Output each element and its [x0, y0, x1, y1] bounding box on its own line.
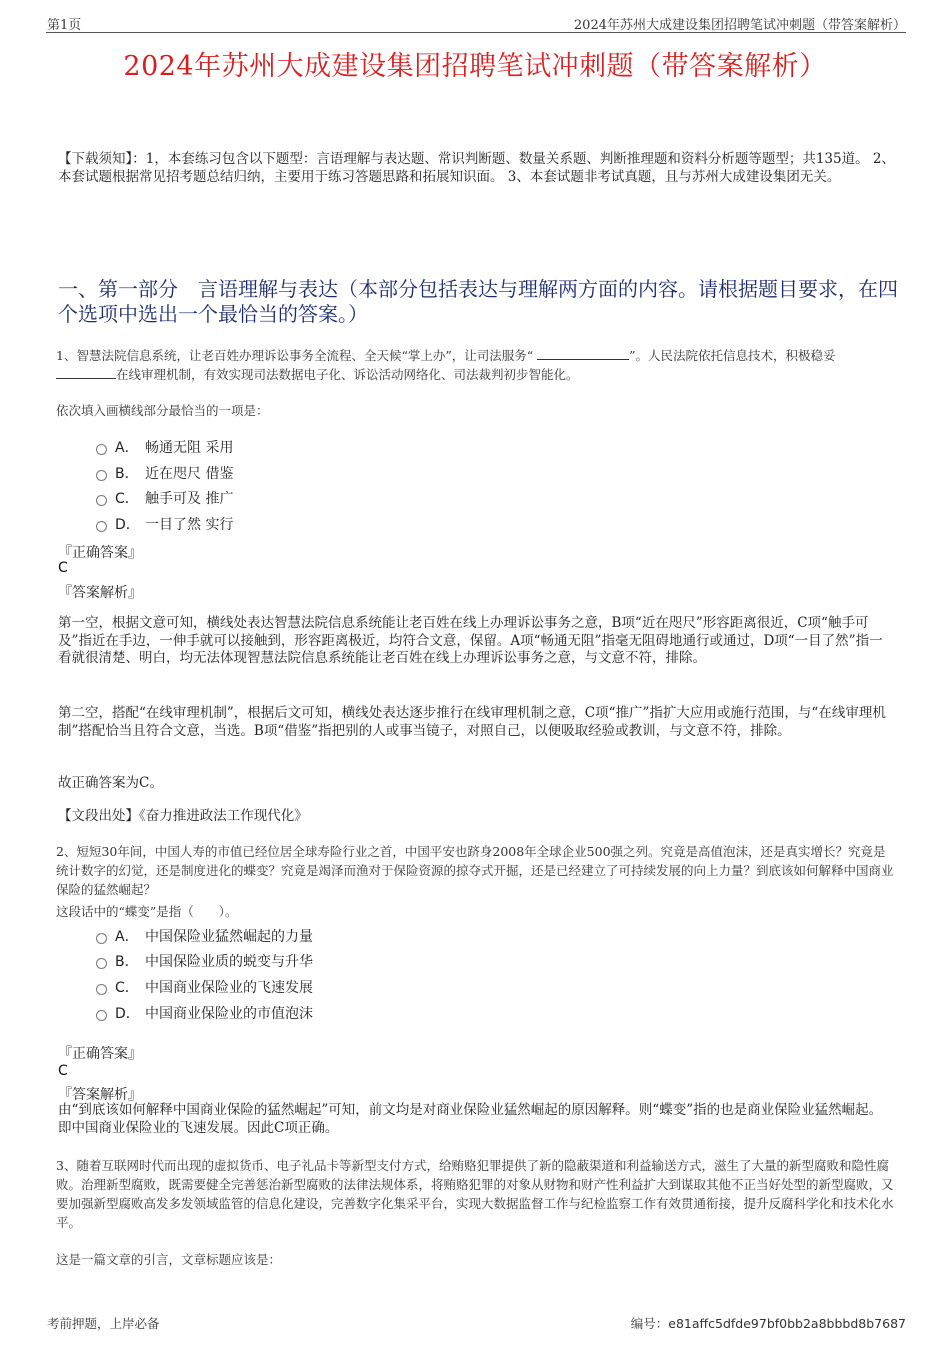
q1-analysis-label: 『答案解析』 [58, 585, 142, 601]
radio-icon[interactable] [96, 470, 107, 481]
q1-answer: C [58, 560, 68, 576]
q1-option-b[interactable]: B． 近在咫尺 借鉴 [96, 463, 233, 483]
radio-icon[interactable] [96, 933, 107, 944]
q1-stem-part-b: ”。人民法院依托信息技术，积极稳妥 [629, 348, 836, 363]
q2-option-c[interactable]: C． 中国商业保险业的飞速发展 [96, 977, 313, 997]
q2-option-d[interactable]: D． 中国商业保险业的市值泡沫 [96, 1003, 313, 1023]
q1-blank-2 [56, 365, 116, 379]
radio-icon[interactable] [96, 958, 107, 969]
q1-conclusion: 故正确答案为C。 [58, 775, 163, 791]
q2-answer: C [58, 1063, 68, 1079]
q2-analysis-label: 『答案解析』 [58, 1087, 142, 1103]
q1-option-d[interactable]: D． 一目了然 实行 [96, 514, 233, 534]
download-notice: 【下载须知】：1，本套练习包含以下题型：言语理解与表达题、常识判断题、数量关系题、判断推理题和资料分析题等题型；共135道。 2、本套试题根据常见招考题总结归纳，主要用于练习答题思路和拓展知识面。 3、本套试题非考试真题，且与苏州大成建设集团无关。 [58, 151, 895, 185]
radio-icon[interactable] [96, 521, 107, 532]
q2-option-a[interactable]: A． 中国保险业猛然崛起的力量 [96, 926, 313, 946]
radio-icon[interactable] [96, 444, 107, 455]
q2-analysis: 由“到底该如何解释中国商业保险的猛然崛起”可知，前文均是对商业保险业猛然崛起的原因解释。则“蝶变”指的也是商业保险业猛然崛起。即中国商业保险业的飞速发展。因此C项正确。 [58, 1102, 883, 1136]
q2-option-b[interactable]: B． 中国保险业质的蜕变与升华 [96, 951, 313, 971]
q3-prompt: 这是一篇文章的引言，文章标题应该是： [56, 1252, 282, 1267]
q1-analysis-paragraph-1: 第一空，根据文意可知，横线处表达智慧法院信息系统能让老百姓在线上办理诉讼事务之意，B项“近在咫尺”形容距离很近，C项“触手可及”指近在手边，一伸手就可以接触到，形容距离极近，均符合文意，保留。A项“畅通无阻”指毫无阻碍地通行或通过，D项“一目了然”指一看就很清楚、明白，均无法体现智慧法院信息系统能让老百姓在线上办理诉讼事务之意，与文意不符，排除。 [58, 615, 883, 666]
footer-document-id: 编号：e81affc5dfde97bf0bb2a8bbbd8b7687 [630, 1316, 906, 1331]
header-rule [46, 32, 906, 33]
q2-prompt: 这段话中的“蝶变”是指（ ）。 [56, 904, 238, 919]
q2-answer-label: 『正确答案』 [58, 1046, 142, 1062]
q1-stem-part-a: 1、智慧法院信息系统，让老百姓办理诉讼事务全流程、全天候“掌上办”，让司法服务“ [56, 348, 538, 363]
section-heading: 一、第一部分 言语理解与表达（本部分包括表达与理解两方面的内容。请根据题目要求，在四个选项中选出一个最恰当的答案。） [58, 277, 898, 326]
page-number: 第1页 [47, 18, 82, 33]
radio-icon[interactable] [96, 495, 107, 506]
q1-stem-part-c: 在线审理机制，有效实现司法数据电子化、诉讼活动网络化、司法裁判初步智能化。 [116, 367, 579, 382]
radio-icon[interactable] [96, 1010, 107, 1021]
q1-analysis-paragraph-2: 第二空，搭配“在线审理机制”，根据后文可知，横线处表达逐步推行在线审理机制之意，C项“推广”指扩大应用或施行范围，与“在线审理机制”搭配恰当且符合文意，当选。B项“借鉴”指把别的人或事当镜子，对照自己，以便吸取经验或教训，与文意不符，排除。 [58, 705, 886, 739]
q1-option-a[interactable]: A． 畅通无阻 采用 [96, 437, 233, 457]
footer-slogan: 考前押题，上岸必备 [47, 1316, 160, 1331]
q1-source: 【文段出处】《奋力推进政法工作现代化》 [58, 808, 308, 824]
document-title: 2024年苏州大成建设集团招聘笔试冲刺题（带答案解析） [123, 51, 827, 82]
q1-option-c[interactable]: C． 触手可及 推广 [96, 488, 233, 508]
running-header-title: 2024年苏州大成建设集团招聘笔试冲刺题（带答案解析） [573, 18, 906, 33]
radio-icon[interactable] [96, 984, 107, 995]
q1-answer-label: 『正确答案』 [58, 545, 142, 561]
question-3-stem: 3、随着互联网时代而出现的虚拟货币、电子礼品卡等新型支付方式，给贿赂犯罪提供了新的隐蔽渠道和利益输送方式，滋生了大量的新型腐败和隐性腐败。治理新型腐败，既需要健全完善惩治新型腐败的法律法规体系，将贿赂犯罪的对象从财物和财产性利益扩大到谋取其他不正当好处型的新型腐败，又要加强新型腐败高发多发领域监管的信息化建设，完善数字化集采平台，实现大数据监督工作与纪检监察工作有效贯通衔接，提升反腐科学化和技术化水平。 [56, 1158, 894, 1230]
question-1-stem [56, 346, 898, 384]
q1-prompt: 依次填入画横线部分最恰当的一项是： [56, 403, 269, 418]
q1-blank-1 [537, 346, 629, 360]
question-2-stem: 2、短短30年间，中国人寿的市值已经位居全球寿险行业之首，中国平安也跻身2008年全球企业500强之列。究竟是高值泡沫，还是真实增长？究竟是统计数字的幻觉，还是制度进化的蝶变？究竟是竭泽而渔对于保险资源的掠夺式开掘，还是已经建立了可持续发展的向上力量？到底该如何解释中国商业保险的猛然崛起？ [56, 844, 894, 897]
